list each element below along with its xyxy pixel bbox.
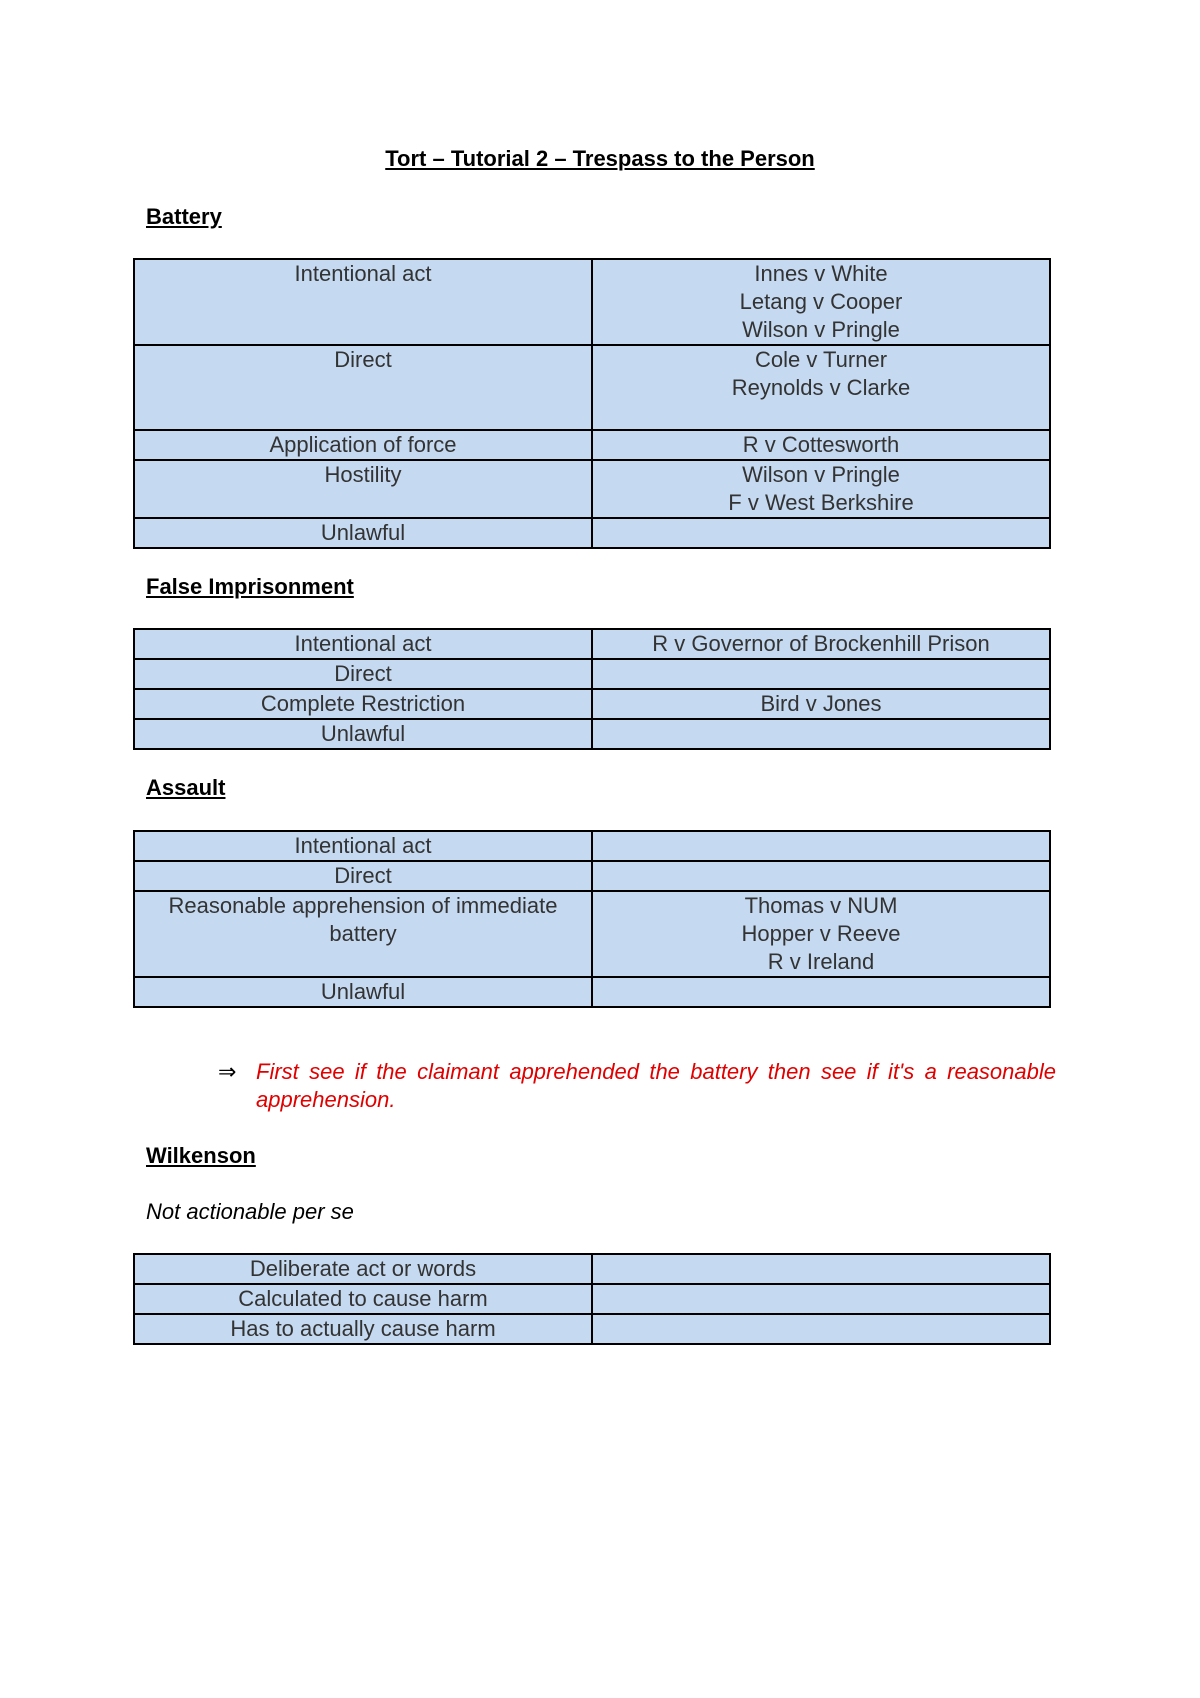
case-name: Wilson v Pringle	[742, 462, 900, 487]
cases-cell	[592, 861, 1050, 891]
cases-cell	[592, 719, 1050, 749]
case-name: Letang v Cooper	[739, 289, 903, 314]
assault-heading: Assault	[146, 775, 226, 800]
false-imprisonment-table	[133, 628, 1051, 750]
element-text: Intentional act	[294, 261, 432, 286]
cases-cell	[592, 345, 1050, 430]
table-row	[134, 518, 1050, 548]
element-text: Reasonable apprehension of immediate	[168, 893, 558, 918]
cases-cell	[592, 1254, 1050, 1284]
battery-heading: Battery	[146, 204, 222, 229]
element-cell	[134, 719, 592, 749]
element-text: Unlawful	[320, 520, 406, 545]
element-text: Unlawful	[320, 979, 406, 1004]
element-cell	[134, 430, 592, 460]
element-cell	[134, 345, 592, 430]
element-cell	[134, 1254, 592, 1284]
case-name: Hopper v Reeve	[741, 921, 901, 946]
cases-cell	[592, 629, 1050, 659]
element-cell	[134, 1314, 592, 1344]
element-cell	[134, 861, 592, 891]
cases-cell	[592, 659, 1050, 689]
case-name: R v Governor of Brockenhill Prison	[652, 631, 990, 656]
cases-cell	[592, 1314, 1050, 1344]
element-text: battery	[329, 921, 397, 946]
table-row	[134, 1284, 1050, 1314]
element-text: Intentional act	[294, 833, 432, 858]
cases-cell	[592, 831, 1050, 861]
table-row	[134, 689, 1050, 719]
cases-cell	[592, 259, 1050, 345]
case-name: R v Ireland	[767, 949, 875, 974]
table-row	[134, 977, 1050, 1007]
battery-table	[133, 258, 1051, 549]
element-cell	[134, 518, 592, 548]
assault-table	[133, 830, 1051, 1008]
element-cell	[134, 831, 592, 861]
wilkenson-heading: Wilkenson	[146, 1143, 256, 1168]
element-cell	[134, 460, 592, 518]
table-row	[134, 1254, 1050, 1284]
element-text: Deliberate act or words	[249, 1256, 477, 1281]
cases-cell	[592, 518, 1050, 548]
element-text: Direct	[334, 661, 392, 686]
element-text: Direct	[334, 863, 392, 888]
document-title: Tort – Tutorial 2 – Trespass to the Person	[385, 146, 815, 171]
table-row	[134, 259, 1050, 345]
wilkenson-subtitle: Not actionable per se	[146, 1199, 354, 1224]
case-name: Reynolds v Clarke	[731, 375, 911, 400]
implies-arrow-icon: ⇒	[218, 1059, 237, 1084]
table-row	[134, 345, 1050, 430]
element-cell	[134, 629, 592, 659]
case-name: R v Cottesworth	[742, 432, 900, 457]
cases-cell	[592, 430, 1050, 460]
element-cell	[134, 1284, 592, 1314]
case-name: Wilson v Pringle	[742, 317, 900, 342]
table-row	[134, 861, 1050, 891]
table-row	[134, 460, 1050, 518]
element-cell	[134, 891, 592, 977]
element-text: Has to actually cause harm	[230, 1316, 496, 1341]
case-name: F v West Berkshire	[728, 490, 914, 515]
case-name: Thomas v NUM	[744, 893, 898, 918]
cases-cell	[592, 1284, 1050, 1314]
element-text: Application of force	[269, 432, 457, 457]
element-text: Unlawful	[320, 721, 406, 746]
assault-note-text: First see if the claimant apprehended the battery then see if it's a reasonable apprehension.	[256, 1059, 1056, 1112]
element-text: Hostility	[324, 462, 402, 487]
element-cell	[134, 659, 592, 689]
case-name: Innes v White	[754, 261, 888, 286]
element-text: Calculated to cause harm	[238, 1286, 488, 1311]
case-name: Cole v Turner	[754, 347, 888, 372]
table-row	[134, 1314, 1050, 1344]
cases-cell	[592, 460, 1050, 518]
wilkenson-table	[133, 1253, 1051, 1345]
case-name: Bird v Jones	[760, 691, 882, 716]
false-imprisonment-heading: False Imprisonment	[146, 574, 354, 599]
table-row	[134, 659, 1050, 689]
table-row	[134, 629, 1050, 659]
table-row	[134, 430, 1050, 460]
element-text: Complete Restriction	[260, 691, 466, 716]
element-text: Intentional act	[294, 631, 432, 656]
table-row	[134, 719, 1050, 749]
element-cell	[134, 689, 592, 719]
cases-cell	[592, 891, 1050, 977]
cases-cell	[592, 689, 1050, 719]
table-row	[134, 891, 1050, 977]
element-text: Direct	[334, 347, 392, 372]
cases-cell	[592, 977, 1050, 1007]
table-row	[134, 831, 1050, 861]
element-cell	[134, 259, 592, 345]
element-cell	[134, 977, 592, 1007]
